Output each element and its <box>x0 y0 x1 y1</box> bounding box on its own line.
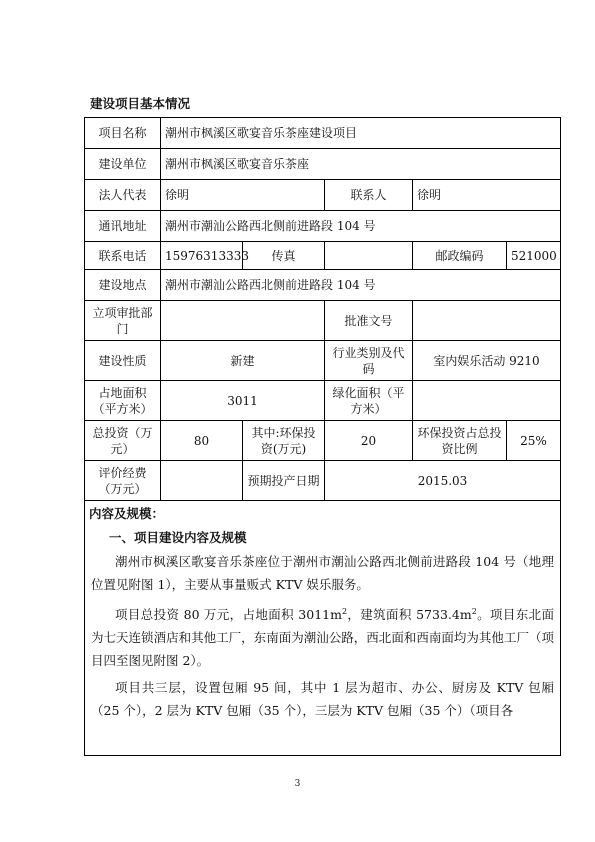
project-name-label: 项目名称 <box>85 118 161 149</box>
row-area <box>85 381 561 421</box>
env-investment-value: 20 <box>325 421 413 461</box>
row-nature <box>85 341 561 381</box>
fax-value <box>325 242 413 270</box>
investment-label: 总投资（万元） <box>85 421 161 461</box>
row-investment <box>85 421 561 461</box>
para2-part-a: 项目总投资 80 万元，占地面积 3011m <box>115 607 342 623</box>
project-name-value: 潮州市枫溪区歌宴音乐茶座建设项目 <box>161 118 561 149</box>
row-builder <box>85 149 561 180</box>
investment-value: 80 <box>161 421 243 461</box>
contact-value: 徐明 <box>413 180 561 211</box>
content-label: 内容及规模： <box>89 506 165 521</box>
row-approval <box>85 301 561 341</box>
green-area-label: 绿化面积（平方米） <box>325 381 413 421</box>
content-cell <box>85 501 561 756</box>
industry-value: 室内娱乐活动 9210 <box>413 341 561 381</box>
para2-part-c: 。项目东北面为七天连锁酒店和其他工厂，东南面为潮汕公路，西北面和西南面均为其他工厂（项目四至图见附图 2）。 <box>91 607 554 669</box>
row-content <box>85 501 561 756</box>
postcode-value: 521000 <box>507 242 561 270</box>
green-area-value <box>413 381 561 421</box>
row-location <box>85 270 561 301</box>
paragraph-investment <box>91 600 554 672</box>
approval-value <box>161 301 325 341</box>
row-phone <box>85 242 561 270</box>
phone-label: 联系电话 <box>85 242 161 270</box>
row-assessment <box>85 461 561 501</box>
assessment-value <box>161 461 243 501</box>
paragraph-location: 潮州市枫溪区歌宴音乐茶座位于潮州市潮汕公路西北侧前进路段 104 号（地理位置见附图 1），主要从事量贩式 KTV 娱乐服务。 <box>91 554 554 592</box>
industry-label: 行业类别及代码 <box>325 341 413 381</box>
address-value: 潮州市潮汕公路西北侧前进路段 104 号 <box>161 211 561 242</box>
area-value: 3011 <box>161 381 325 421</box>
superscript-2a: 2 <box>341 607 348 616</box>
nature-value: 新建 <box>161 341 325 381</box>
approval-label: 立项审批部门 <box>85 301 161 341</box>
section-heading: 建设项目基本情况 <box>90 96 191 111</box>
production-date-value: 2015.03 <box>325 461 561 501</box>
row-project-name <box>85 118 561 149</box>
production-date-label: 预期投产日期 <box>243 461 325 501</box>
superscript-2b: 2 <box>471 607 477 616</box>
env-ratio-value: 25% <box>507 421 561 461</box>
builder-label: 建设单位 <box>85 149 161 180</box>
env-ratio-label: 环保投资占总投资比例 <box>413 421 507 461</box>
postcode-label: 邮政编码 <box>413 242 507 270</box>
phone-value: 15976313333 <box>161 242 243 270</box>
doc-number-label: 批准文号 <box>325 301 413 341</box>
section-title: 一、项目建设内容及规模 <box>109 530 247 545</box>
assessment-label: 评价经费（万元） <box>85 461 161 501</box>
location-value: 潮州市潮汕公路西北侧前进路段 104 号 <box>161 270 561 301</box>
row-address <box>85 211 561 242</box>
builder-value: 潮州市枫溪区歌宴音乐茶座 <box>161 149 561 180</box>
legal-rep-value: 徐明 <box>161 180 325 211</box>
project-info-table <box>84 117 561 756</box>
row-legal-rep <box>85 180 561 211</box>
nature-label: 建设性质 <box>85 341 161 381</box>
legal-rep-label: 法人代表 <box>85 180 161 211</box>
paragraph-floors: 项目共三层，设置包厢 95 间，其中 1 层为超市、办公、厨房及 KTV 包厢（25 个），2 层为 KTV 包厢（35 个），三层为 KTV 包厢（35 个）（项目各 <box>91 680 554 719</box>
fax-label: 传真 <box>243 242 325 270</box>
location-label: 建设地点 <box>85 270 161 301</box>
page-number: 3 <box>294 779 301 789</box>
env-investment-label: 其中:环保投资(万元) <box>243 421 325 461</box>
address-label: 通讯地址 <box>85 211 161 242</box>
para2-part-b: ，建筑面积 5733.4m <box>347 607 472 623</box>
area-label: 占地面积（平方米） <box>85 381 161 421</box>
contact-label: 联系人 <box>325 180 413 211</box>
doc-number-value <box>413 301 561 341</box>
